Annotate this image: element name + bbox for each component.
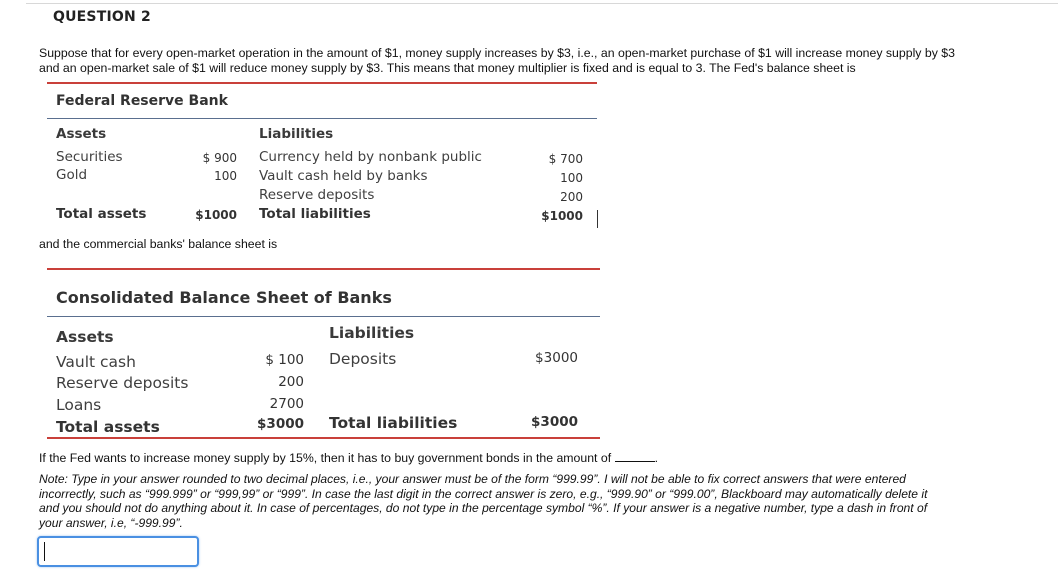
question-intro xyxy=(39,46,1049,75)
total-liabilities-value: $3000 xyxy=(531,414,578,430)
asset-value: $ 100 xyxy=(265,352,304,368)
liabilities-header: Liabilities xyxy=(259,126,334,142)
liabilities-header: Liabilities xyxy=(329,324,415,342)
note-line: incorrectly, such as “999.999” or “999,99” or “999”. In case the last digit in the correct answer is zero, e.g., “999.90” or “999.00”, Blackboard may automatically delete it xyxy=(39,486,928,501)
liability-value: $ 700 xyxy=(548,152,583,166)
intro-line: Suppose that for every open-market operation in the amount of $1, money supply increases by $3, i.e., an open-market purchase of $1 will increase money supply by $3 xyxy=(39,46,955,60)
table-header-rule xyxy=(47,316,600,317)
assets-header: Assets xyxy=(56,328,114,346)
asset-value: 2700 xyxy=(269,396,304,412)
note-line: and you should not do anything about it. In case of percentages, do not type in the percentage symbol “%”. If your answer is a negative number, type a dash in front of xyxy=(39,501,928,516)
note-line: your answer, i.e, “-999.99”. xyxy=(39,515,183,530)
liability-value: 100 xyxy=(560,171,583,185)
asset-value: $ 900 xyxy=(202,151,237,165)
middle-text: and the commercial banks' balance sheet is xyxy=(39,237,278,251)
asset-value: 200 xyxy=(278,374,304,390)
banks-balance-sheet xyxy=(47,268,600,440)
liability-label: Vault cash held by banks xyxy=(259,168,428,184)
liability-label: Currency held by nonbank public xyxy=(259,149,482,165)
total-liabilities-label: Total liabilities xyxy=(329,414,458,432)
liability-label: Reserve deposits xyxy=(259,187,375,203)
total-assets-value: $1000 xyxy=(195,208,237,222)
asset-label: Vault cash xyxy=(56,353,136,371)
liability-value: $3000 xyxy=(535,350,578,366)
asset-label: Loans xyxy=(56,396,102,414)
question-title: QUESTION 2 xyxy=(53,9,151,25)
prompt-end: . xyxy=(654,451,658,465)
answer-note xyxy=(39,472,1049,530)
table-top-rule xyxy=(47,82,597,84)
total-assets-value: $3000 xyxy=(257,416,304,432)
total-assets-label: Total assets xyxy=(56,418,160,436)
answer-input[interactable] xyxy=(37,536,199,567)
text-caret xyxy=(44,542,45,561)
banks-table-title: Consolidated Balance Sheet of Banks xyxy=(56,288,392,307)
assets-header: Assets xyxy=(56,126,107,142)
intro-line: and an open-market sale of $1 will reduce money supply by $3. This means that money multiplier is fixed and is equal to 3. The Fed's balance sheet is xyxy=(39,60,856,75)
fed-balance-sheet xyxy=(47,82,597,232)
asset-label: Reserve deposits xyxy=(56,374,189,392)
question-prompt xyxy=(39,451,658,465)
total-liabilities-label: Total liabilities xyxy=(259,206,371,222)
answer-blank xyxy=(615,451,655,462)
total-assets-label: Total assets xyxy=(56,206,147,222)
asset-label: Gold xyxy=(56,167,88,183)
table-edge-mark xyxy=(597,210,598,228)
asset-label: Securities xyxy=(56,149,123,165)
liability-label: Deposits xyxy=(329,350,397,368)
asset-value: 100 xyxy=(214,169,237,183)
table-top-rule xyxy=(47,268,600,270)
table-header-rule xyxy=(47,118,597,119)
total-liabilities-value: $1000 xyxy=(541,209,583,223)
note-line: Note: Type in your answer rounded to two decimal places, i.e., your answer must be of the form “999.99”. I will not be able to fix correct answers that were entered xyxy=(39,472,906,486)
prompt-text: If the Fed wants to increase money supply by 15%, then it has to buy government bonds in the amount of xyxy=(39,451,612,465)
top-divider xyxy=(26,3,1058,4)
liability-value: 200 xyxy=(560,190,583,204)
table-bottom-rule xyxy=(47,437,600,439)
fed-table-title: Federal Reserve Bank xyxy=(56,93,228,109)
